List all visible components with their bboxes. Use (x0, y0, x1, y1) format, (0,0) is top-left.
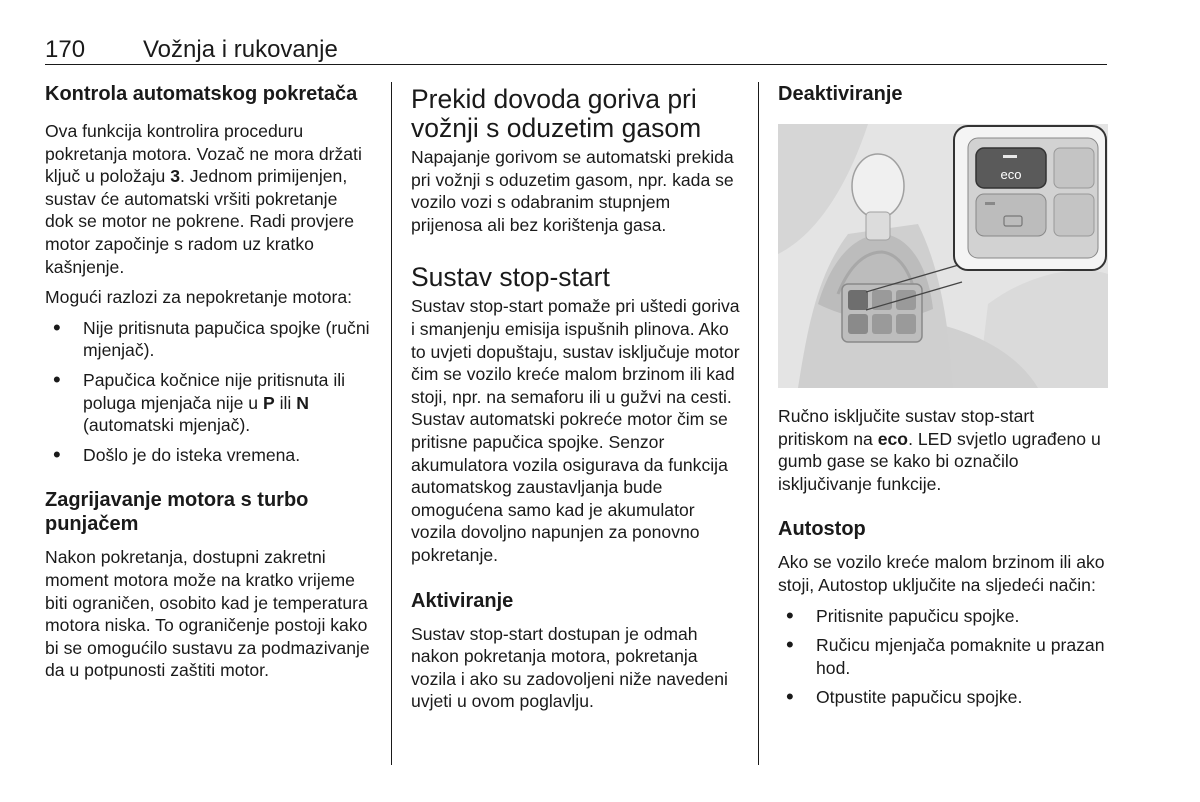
autostop-steps-list (778, 605, 1108, 709)
list-item: • Došlo je do isteka vremena. (45, 444, 370, 467)
heading-deactivation: Deaktiviranje (778, 83, 903, 105)
eco-button-illustration (778, 124, 1108, 388)
list-item: • Pritisnite papučicu spojke. (778, 605, 1108, 628)
paragraph-turbo-warmup: Nakon pokretanja, dostupni zakretni moment motora može na kratko vrijeme biti ograničen, osobito kad je temperatura motora niska. To ograničenje postoji kako bi se omogućilo sustavu za podmazivanje da u potpunosti zaštiti motor. (45, 547, 370, 681)
heading-automatic-starter-control: Kontrola automatskog pokretača (45, 83, 358, 105)
column-right (778, 82, 1108, 716)
heading-stop-start-system: Sustav stop-start (411, 262, 610, 293)
heading-fuel-cutoff: Prekid dovoda goriva pri vožnji s oduzetim gasom (411, 84, 702, 143)
paragraph-activation: Sustav stop-start dostupan je odmah nakon pokretanja motora, pokretanja vozila i ako su zadovoljeni niže navedeni uvjeti u ovom poglavlju. (411, 623, 728, 712)
paragraph-fuel-cutoff: Napajanje gorivom se automatski prekida pri vožnji s oduzetim gasom, npr. kada se vozilo vozi s odabranim stupnjem prijenosa ali bez korištenja gasa. (411, 147, 734, 235)
column-divider-1 (391, 82, 392, 765)
column-divider-2 (758, 82, 759, 765)
heading-autostop: Autostop (778, 518, 866, 541)
list-item: • Otpustite papučicu spojke. (778, 686, 1108, 709)
reasons-list (45, 317, 370, 467)
column-middle (411, 82, 741, 713)
paragraph-stop-start-system: Sustav stop-start pomaže pri uštedi goriva i smanjenju emisija ispušnih plinova. Ako to uvjeti dopuštaju, sustav isključuje motor čim se vozilo kreće malom brzinom ili kad stoji, npr. na semaforu ili u gužvi na cesti. Sustav automatski pokreće motor čim se pritisne papučica spojke. Senzor akumulatora vozila osigurava da funkcija automatskog zaustavljanja bude omogućena samo kad je akumulator vozila dovoljno napunjen za ponovno pokretanje. (411, 296, 740, 565)
paragraph-starter-procedure: Ova funkcija kontrolira proceduru pokretanja motora. Vozač ne mora držati ključ u položaju 3. Jednom primijenjen, sustav će automatski vršiti pokretanje dok se motor ne pokrene. Radi provjere motor započinje s radom uz kratko kašnjenje. (45, 121, 362, 277)
paragraph-deactivation: Ručno isključite sustav stop-start pritiskom na eco. LED svjetlo ugrađeno u gumb gase se kako bi označilo isključivanje funkcije. (778, 406, 1101, 494)
list-item: • Papučica kočnice nije pritisnuta ili poluga mjenjača nije u P ili N (automatski mjenjač). (45, 369, 370, 437)
heading-activation: Aktiviranje (411, 589, 514, 612)
column-left (45, 82, 370, 682)
page-number: 170 (45, 36, 86, 63)
paragraph-reasons-intro: Mogući razlozi za nepokretanje motora: (45, 287, 353, 308)
list-item: • Ručicu mjenjača pomaknite u prazan hod. (778, 634, 1108, 679)
chapter-title: Vožnja i rukovanje (143, 36, 338, 63)
eco-label-in-image: eco (1000, 167, 1022, 182)
page-header (45, 34, 1107, 65)
list-item: • Nije pritisnuta papučica spojke (ručni mjenjač). (45, 317, 370, 362)
heading-turbo-warmup: Zagrijavanje motora s turbo punjačem (45, 489, 309, 536)
paragraph-autostop: Ako se vozilo kreće malom brzinom ili ako stoji, Autostop uključite na sljedeći način: (778, 552, 1105, 595)
